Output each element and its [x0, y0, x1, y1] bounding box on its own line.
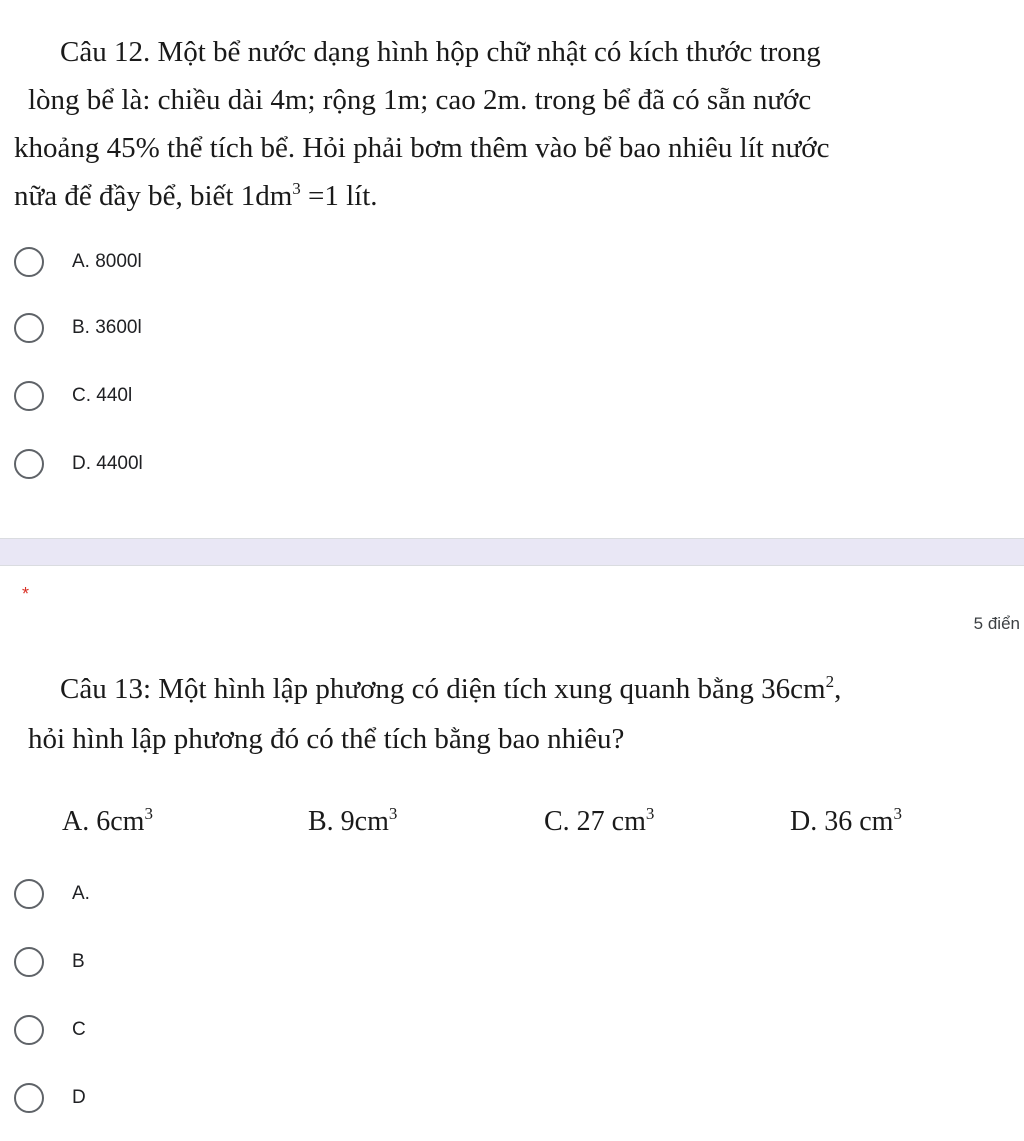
question-12-line-2: lòng bể là: chiều dài 4m; rộng 1m; cao 2m. trong bể đã có sẵn nước [28, 84, 812, 116]
superscript: 2 [825, 672, 835, 691]
choice-text: D. 36 cm [790, 806, 894, 837]
q12-option-d[interactable] [14, 444, 143, 484]
q13-option-c[interactable] [14, 1010, 86, 1050]
option-label: B [72, 951, 85, 972]
superscript: 3 [388, 804, 398, 823]
option-label: A. [72, 883, 90, 904]
option-label: C. 440l [72, 385, 133, 406]
question-12-line-1: Câu 12. Một bể nước dạng hình hộp chữ nhật có kích thước trong [60, 36, 821, 68]
superscript: 3 [893, 804, 902, 823]
superscript: 3 [144, 804, 153, 823]
choice-text: B. 9cm [308, 806, 389, 837]
choice-c [544, 806, 654, 838]
radio-button[interactable] [14, 1015, 44, 1045]
radio-button[interactable] [14, 1083, 44, 1113]
q12-option-a[interactable] [14, 242, 142, 282]
option-label: C [72, 1019, 86, 1040]
question-13-text [14, 664, 1020, 764]
option-label: D [72, 1087, 86, 1108]
question-12-line-4-suffix: =1 lít. [300, 180, 378, 212]
choice-a [62, 806, 153, 838]
question-13-line-2: hỏi hình lập phương đó có thể tích bằng bao nhiêu? [28, 723, 625, 755]
radio-button[interactable] [14, 381, 44, 411]
question-12-line-3: khoảng 45% thể tích bể. Hỏi phải bơm thêm vào bể bao nhiêu lít nước [14, 132, 830, 164]
choice-d [790, 806, 902, 838]
question-13-line-1-suffix: , [834, 673, 842, 705]
question-13-choices [0, 800, 1024, 850]
question-13-line-1-text: Câu 13: Một hình lập phương có diện tích xung quanh bằng 36cm [60, 673, 826, 705]
q12-option-c[interactable] [14, 376, 132, 416]
option-label: D. 4400l [72, 453, 143, 474]
question-12-line-4-text: nữa để đầy bể, biết 1dm [14, 180, 293, 212]
superscript: 3 [292, 179, 301, 198]
choice-text: C. 27 cm [544, 806, 646, 837]
radio-button[interactable] [14, 313, 44, 343]
radio-button[interactable] [14, 247, 44, 277]
option-label: B. 3600l [72, 317, 142, 338]
q13-option-d[interactable] [14, 1078, 86, 1118]
question-13-line-1 [14, 664, 1020, 714]
choice-b [308, 806, 397, 838]
q13-option-a[interactable] [14, 874, 90, 914]
superscript: 3 [645, 804, 655, 823]
option-label: A. 8000l [72, 251, 142, 272]
radio-button[interactable] [14, 879, 44, 909]
required-mark: * [22, 584, 30, 604]
choice-text: A. 6cm [62, 806, 145, 837]
question-12-line-4 [14, 172, 1020, 220]
section-divider [0, 538, 1024, 566]
radio-button[interactable] [14, 947, 44, 977]
radio-button[interactable] [14, 449, 44, 479]
q13-option-b[interactable] [14, 942, 85, 982]
points-label: 5 điển [973, 614, 1020, 633]
question-12-text [14, 28, 1020, 220]
q12-option-b[interactable] [14, 308, 142, 348]
